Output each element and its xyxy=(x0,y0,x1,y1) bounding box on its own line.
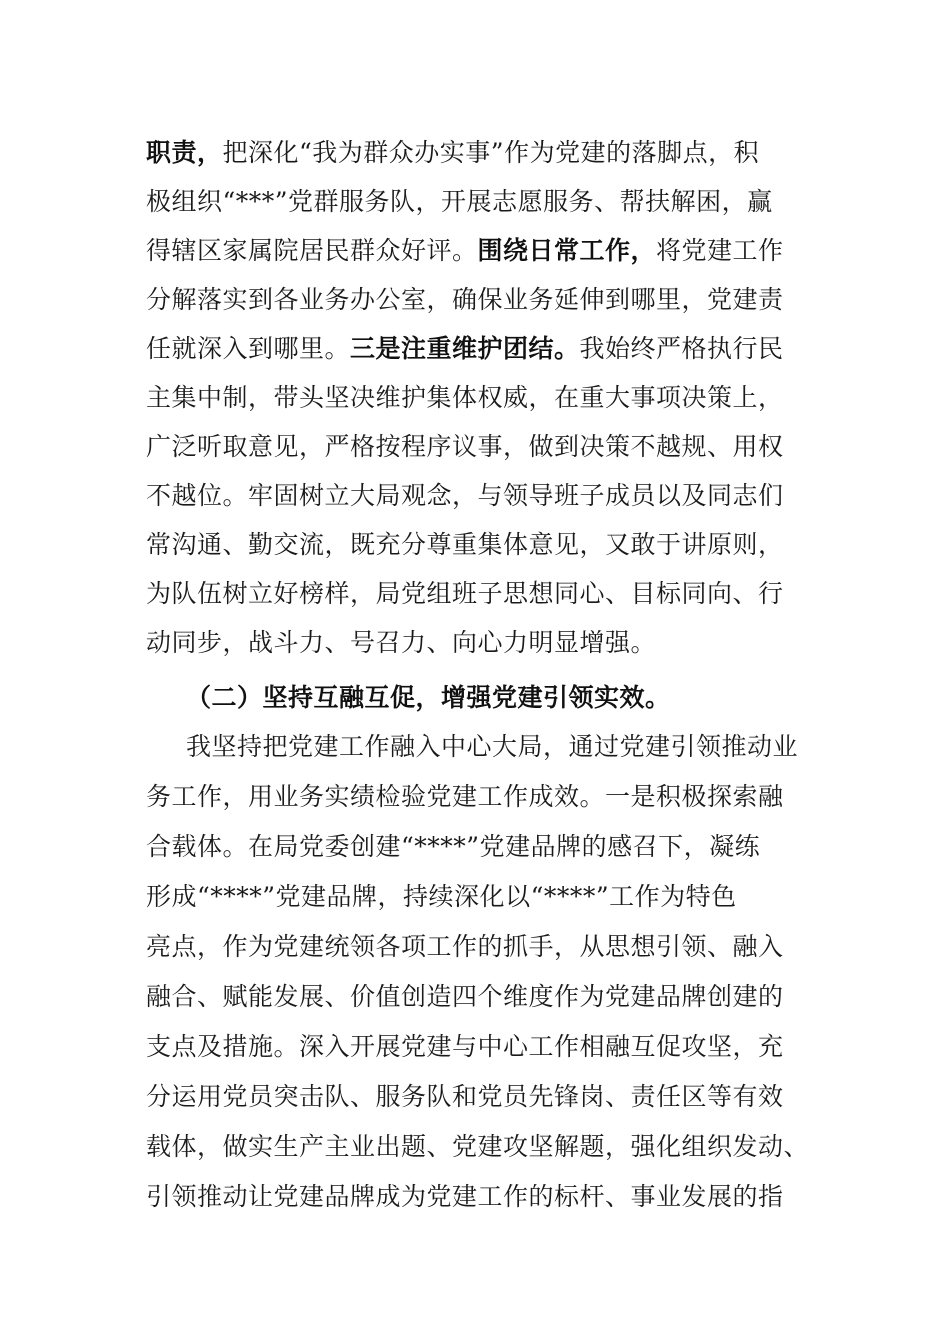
text-run: 动同步，战斗力、号召力、向心力明显增强。 xyxy=(146,628,657,657)
para1-line-11 xyxy=(146,618,806,668)
text-run: 广泛听取意见，严格按程序议事，做到决策不越规、用权 xyxy=(146,432,784,461)
para2-line-2: 务工作，用业务实绩检验党建工作成效。一是积极探索融 xyxy=(146,782,784,811)
para2-line-4: 形成“****”党建品牌，持续深化以“****”工作为特色 xyxy=(146,882,737,911)
para1-line-2 xyxy=(146,177,806,227)
para1-line-4 xyxy=(146,275,806,325)
para1-line-6 xyxy=(146,373,806,423)
text-run: 任就深入到哪里。 xyxy=(146,334,351,363)
para2-line-8: 分运用党员突击队、服务队和党员先锋岗、责任区等有效 xyxy=(146,1082,784,1111)
text-run: 得辖区家属院居民群众好评。 xyxy=(146,236,478,265)
section-heading: （二）坚持互融互促，增强党建引领实效。 xyxy=(186,683,671,712)
bold-run: 围绕日常工作， xyxy=(477,236,657,265)
text-run: 常沟通、勤交流，既充分尊重集体意见，又敢于讲原则， xyxy=(146,530,784,559)
para2-line-1: 我坚持把党建工作融入中心大局，通过党建引领推动业 xyxy=(186,732,799,761)
para2-line-7: 支点及措施。深入开展党建与中心工作相融互促攻坚，充 xyxy=(146,1032,784,1061)
para1-line-8 xyxy=(146,471,806,521)
para2-line-3: 合载体。在局党委创建“****”党建品牌的感召下，凝练 xyxy=(146,832,761,861)
para1-line-1 xyxy=(146,128,806,178)
para1-line-9 xyxy=(146,520,806,570)
text-run: 主集中制，带头坚决维护集体权威，在重大事项决策上， xyxy=(146,383,784,412)
text-run: 不越位。牢固树立大局观念，与领导班子成员以及同志们 xyxy=(146,481,784,510)
para1-line-3 xyxy=(146,226,806,276)
text-run: 极组织“***”党群服务队，开展志愿服务、帮扶解困，赢 xyxy=(146,187,773,216)
text-run: 将党建工作 xyxy=(656,236,784,265)
text-run: 把深化“我为群众办实事”作为党建的落脚点，积 xyxy=(222,138,760,167)
para1-line-7 xyxy=(146,422,806,472)
bold-run: 职责， xyxy=(146,138,223,167)
para2-line-6: 融合、赋能发展、价值创造四个维度作为党建品牌创建的 xyxy=(146,982,784,1011)
text-run: 分解落实到各业务办公室，确保业务延伸到哪里，党建责 xyxy=(146,285,784,314)
para1-line-10 xyxy=(146,569,806,619)
para1-line-5 xyxy=(146,324,806,374)
text-run: 我始终严格执行民 xyxy=(579,334,784,363)
para2-line-10: 引领推动让党建品牌成为党建工作的标杆、事业发展的指 xyxy=(146,1182,784,1211)
para2-line-5: 亮点，作为党建统领各项工作的抓手，从思想引领、融入 xyxy=(146,932,784,961)
para2-line-9: 载体，做实生产主业出题、党建攻坚解题，强化组织发动、 xyxy=(146,1132,810,1161)
text-run: 为队伍树立好榜样，局党组班子思想同心、目标同向、行 xyxy=(146,579,784,608)
bold-run: 三是注重维护团结。 xyxy=(350,334,580,363)
